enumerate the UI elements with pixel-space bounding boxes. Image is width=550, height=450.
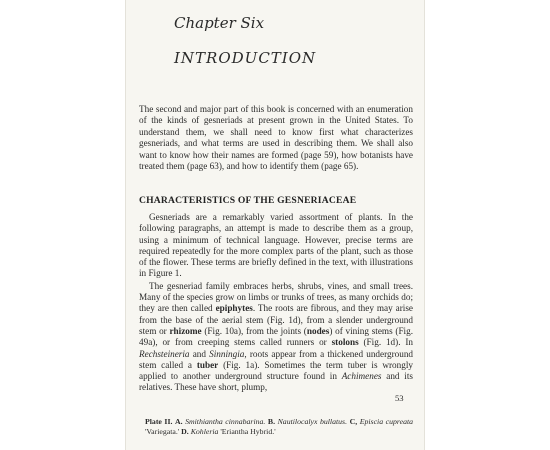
section-heading: CHARACTERISTICS OF THE GESNERIACEAE — [139, 195, 357, 206]
page-number: 53 — [395, 393, 404, 403]
text-run: ) of vining stems (Fig. 49a), or from creeping stems called runners or — [139, 325, 413, 348]
genus-achimenes: Achimenes — [341, 371, 382, 382]
text-run: and — [189, 348, 210, 359]
caption-species-c: Episcia cupreata — [359, 417, 414, 426]
genus-rechsteineria: Rechsteineria — [139, 348, 190, 359]
caption-species-a: Smithiantha cinnabarina. — [185, 417, 266, 426]
intro-paragraph: The second and major part of this book is concerned with an enumeration of the kinds of gesneriads at present grown in the United States. To understand them, we shall need to know first what characterizes gesneriads, and what terms are used in describing them. We shall also want to know how their names are formed (page 59), how botanists have treated them (page 63), and how to identify them (page 65). — [139, 104, 413, 172]
term-nodes: nodes — [306, 325, 330, 336]
caption-genus-d: Kohleria — [190, 427, 219, 436]
caption-letter-b: B. — [267, 417, 276, 426]
term-tuber: tuber — [196, 359, 219, 370]
genus-sinningia: Sinningia — [209, 348, 245, 359]
text-run: and its relatives. These have short, plump, — [139, 371, 413, 393]
caption-plate-label: Plate II. — [145, 417, 173, 426]
term-stolons: stolons — [331, 337, 359, 348]
text-run: (Fig. 10a), from the joints ( — [201, 325, 307, 336]
text-run: The gesneriad family embraces herbs, shrubs, vines, and small trees. Many of the species grow on limbs or trunks of trees, as many orchids do; they are then called — [139, 280, 413, 314]
caption-cultivar-d: 'Eriantha Hybrid.' — [220, 427, 276, 436]
caption-cultivar-c: 'Variegata.' — [145, 427, 180, 436]
term-epiphytes: epiphytes — [215, 303, 253, 314]
chapter-title: INTRODUCTION — [174, 49, 317, 67]
text-run: (Fig. 1d). In — [358, 337, 414, 348]
plate-caption — [145, 417, 413, 437]
body-paragraph-2 — [139, 281, 413, 394]
caption-species-b: Nautilocalyx bullatus. — [277, 417, 348, 426]
term-rhizome: rhizome — [169, 325, 202, 336]
text-run: . The roots are fibrous, and they may arise from the base of the aerial stem (Fig. 1d), from a slender underground stem or — [139, 303, 413, 336]
section-body — [139, 212, 413, 394]
body-paragraph-1: Gesneriads are a remarkably varied assortment of plants. In the following paragraphs, an attempt is made to describe them as a group, using a minimum of technical language. However, precise terms are required repeatedly for the more complex parts of the plant, such as those of the flower. These terms are briefly defined in the text, with illustrations in Figure 1. — [139, 212, 413, 279]
caption-letter-d: D. — [181, 427, 189, 436]
text-run: (Fig. 1a). Sometimes the term tuber is wrongly applied to another underground structure found in — [139, 359, 413, 382]
caption-letter-c: C, — [349, 417, 358, 426]
chapter-label: Chapter Six — [174, 14, 265, 32]
caption-letter-a: A. — [174, 417, 183, 426]
text-run: , roots appear from a thickened underground stem called a — [139, 348, 414, 370]
